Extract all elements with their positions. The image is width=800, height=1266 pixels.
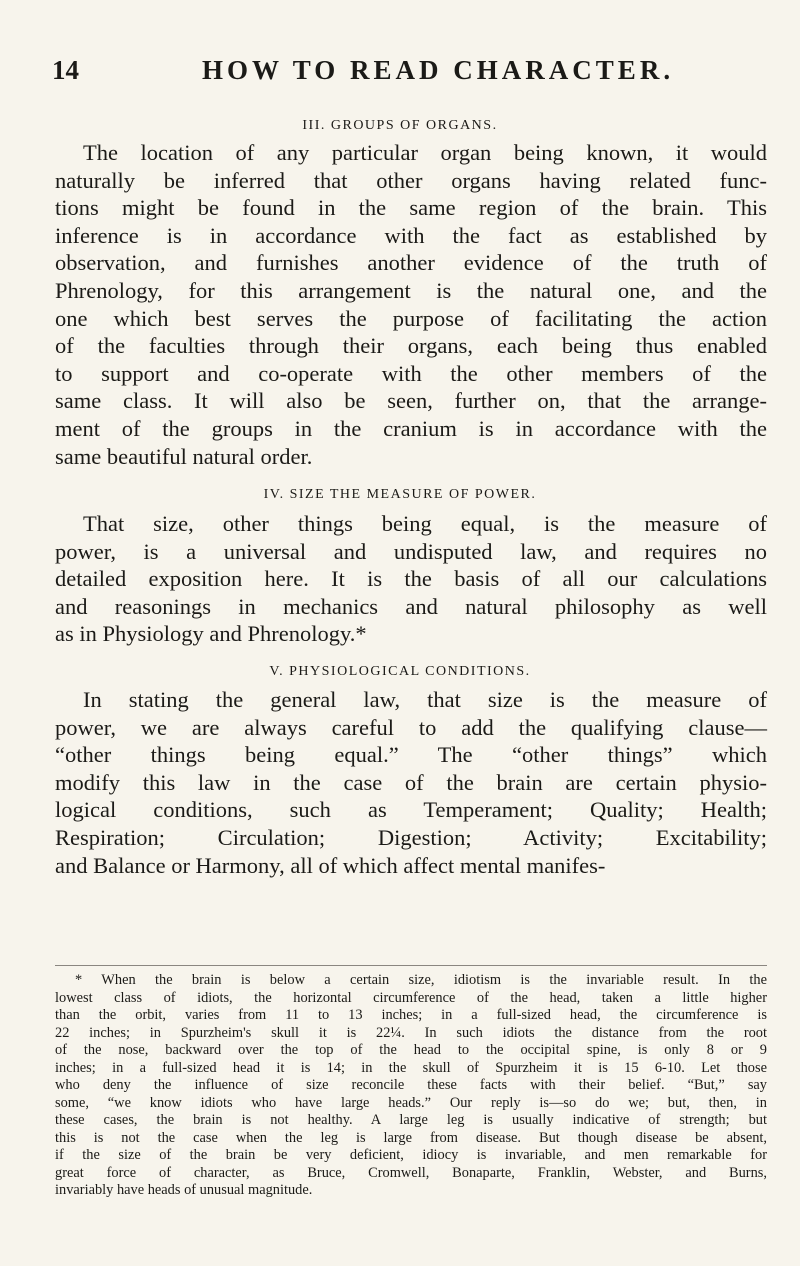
book-title: HOW TO READ CHARACTER. xyxy=(202,55,675,85)
footnote-divider xyxy=(55,965,767,966)
text-line: “other things being equal.” The “other things” which xyxy=(55,742,767,768)
text-line: The location of any particular organ being known, it would xyxy=(83,140,767,165)
section-heading-size-measure-of-power: IV. SIZE THE MEASURE OF POWER. xyxy=(263,487,537,502)
text-line: tions might be found in the same region of the brain. This xyxy=(55,195,767,221)
text-line: ment of the groups in the cranium is in accordance with the xyxy=(55,415,767,441)
page-number: 14 xyxy=(52,55,79,85)
section-body-groups-of-organs xyxy=(55,139,767,470)
text-line: 22 inches; in Spurzheim's skull it is 22¼. In such idiots the distance from the root xyxy=(55,1024,767,1041)
text-line: detailed exposition here. It is the basis of all our calculations xyxy=(55,566,767,592)
text-line: That size, other things being equal, is the measure of xyxy=(83,511,767,536)
text-line: and Balance or Harmony, all of which affect mental manifes- xyxy=(55,852,606,878)
text-line: than the orbit, varies from 11 to 13 inches; in a full-sized head, the circumference is xyxy=(55,1007,767,1023)
text-line: this is not the case when the leg is large from disease. But though disease be absent, xyxy=(55,1129,767,1146)
text-line: observation, and furnishes another evidence of the truth of xyxy=(55,250,767,276)
text-line: Respiration; Circulation; Digestion; Activity; Excitability; xyxy=(55,824,767,850)
text-line: power, is a universal and undisputed law, and requires no xyxy=(55,538,767,564)
text-line: modify this law in the case of the brain are certain physio- xyxy=(55,769,767,795)
text-line: same class. It will also be seen, further on, that the arrange- xyxy=(55,388,767,414)
text-line: inference is in accordance with the fact as established by xyxy=(55,222,767,248)
section-heading-groups-of-organs: III. GROUPS OF ORGANS. xyxy=(302,118,498,133)
text-line: Phrenology, for this arrangement is the natural one, and the xyxy=(55,277,767,303)
text-line: these cases, the brain is not healthy. A large leg is usually indicative of strength; but xyxy=(55,1112,767,1128)
text-line: * When the brain is below a certain size, idiotism is the invariable result. In the xyxy=(75,972,767,988)
text-line: one which best serves the purpose of facilitating the action xyxy=(55,305,767,331)
text-line: same beautiful natural order. xyxy=(55,443,313,469)
section-body-size-measure-of-power xyxy=(55,510,767,648)
section-body-physiological-conditions xyxy=(55,686,767,879)
text-line: naturally be inferred that other organs having related func- xyxy=(55,167,767,193)
text-line: logical conditions, such as Temperament; Quality; Health; xyxy=(55,797,767,823)
text-line: In stating the general law, that size is the measure of xyxy=(83,687,767,712)
text-line: to support and co-operate with the other members of the xyxy=(55,360,767,386)
footnote xyxy=(55,972,767,1200)
text-line: inches; in a full-sized head it is 14; in the skull of Spurzheim it is 15 6-10. Let those xyxy=(55,1059,767,1076)
text-line: and reasonings in mechanics and natural philosophy as well xyxy=(55,593,767,619)
text-line: if the size of the brain be very deficient, idiocy is invariable, and men remarkable for xyxy=(55,1147,767,1163)
text-line: invariably have heads of unusual magnitude. xyxy=(55,1182,313,1198)
text-line: as in Physiology and Phrenology.* xyxy=(55,621,367,647)
text-line: of the nose, backward over the top of the head to the occipital spine, is only 8 or 9 xyxy=(55,1042,767,1058)
text-line: great force of character, as Bruce, Cromwell, Bonaparte, Franklin, Webster, and Burns, xyxy=(55,1164,767,1181)
text-line: of the faculties through their organs, each being thus enabled xyxy=(55,333,767,359)
text-line: lowest class of idiots, the horizontal circumference of the head, taken a little higher xyxy=(55,989,767,1006)
running-head xyxy=(52,55,752,95)
text-line: who deny the influence of size reconcile these facts with their belief. “But,” say xyxy=(55,1077,767,1093)
text-line: power, we are always careful to add the qualifying clause— xyxy=(55,714,767,740)
section-heading-physiological-conditions: V. PHYSIOLOGICAL CONDITIONS. xyxy=(269,664,531,679)
text-line: some, “we know idiots who have large heads.” Our reply is—so do we; but, then, in xyxy=(55,1094,767,1111)
